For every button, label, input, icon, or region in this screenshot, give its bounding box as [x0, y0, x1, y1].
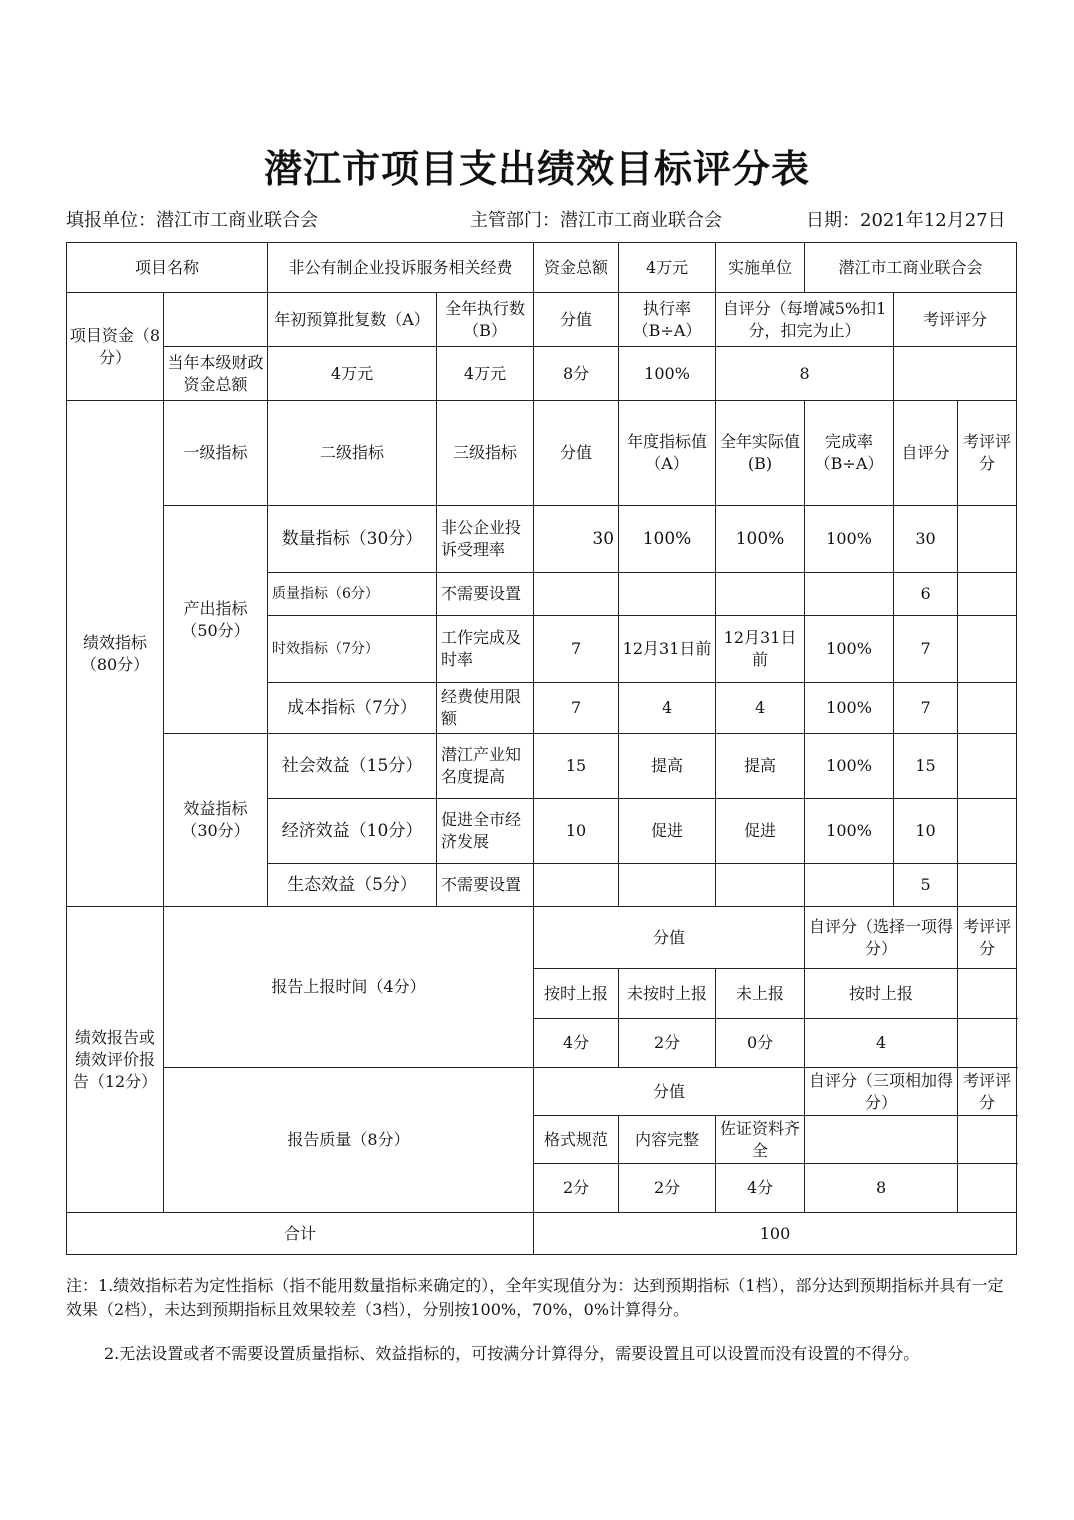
l3-cell: 潜江产业知名度提高 — [437, 734, 534, 799]
perf-section-label: 绩效指标（80分） — [67, 401, 164, 907]
target-cell: 12月31日前 — [619, 616, 716, 683]
target-cell: 4 — [619, 683, 716, 734]
rate-cell: 100% — [805, 616, 894, 683]
actual-cell — [716, 864, 805, 907]
actual-cell: 100% — [716, 506, 805, 573]
total-value: 100 — [534, 1213, 1017, 1255]
actual-cell: 12月31日前 — [716, 616, 805, 683]
l3-cell: 不需要设置 — [437, 573, 534, 616]
rate-cell — [805, 573, 894, 616]
score-cell: 7 — [534, 616, 619, 683]
report-time-opt-late: 未按时上报 — [619, 969, 716, 1019]
self-cell: 15 — [894, 734, 958, 799]
report-section-label: 绩效报告或绩效评价报告（12分） — [67, 907, 164, 1213]
score-cell: 30 — [534, 506, 619, 573]
funds-row-label: 当年本级财政资金总额 — [164, 347, 268, 401]
l3-cell: 工作完成及时率 — [437, 616, 534, 683]
perf-actual-header: 全年实际值(B) — [716, 401, 805, 506]
report-time-pts-ontime: 4分 — [534, 1019, 619, 1068]
project-name-label: 项目名称 — [67, 243, 268, 293]
report-time-review-cell — [958, 969, 1017, 1019]
report-time-review-header: 考评评分 — [958, 907, 1017, 969]
target-cell — [619, 864, 716, 907]
l2-cell: 成本指标（7分） — [268, 683, 437, 734]
funds-empty-cell — [164, 293, 268, 347]
impl-unit-label: 实施单位 — [716, 243, 805, 293]
l3-cell: 促进全市经济发展 — [437, 799, 534, 864]
l2-cell: 生态效益（5分） — [268, 864, 437, 907]
self-cell: 10 — [894, 799, 958, 864]
score-cell: 7 — [534, 683, 619, 734]
l2-cell: 时效指标（7分） — [268, 616, 437, 683]
funds-budget-value: 4万元 — [268, 347, 437, 401]
report-quality-self-header: 自评分（三项相加得分） — [805, 1068, 958, 1116]
funds-exec-header: 全年执行数（B） — [437, 293, 534, 347]
l2-cell: 社会效益（15分） — [268, 734, 437, 799]
funds-review-header: 考评评分 — [894, 293, 1017, 347]
funds-rate-header: 执行率（B÷A） — [619, 293, 716, 347]
perf-self-header: 自评分 — [894, 401, 958, 506]
fund-total-label: 资金总额 — [534, 243, 619, 293]
report-quality-opt-format: 格式规范 — [534, 1116, 619, 1164]
report-time-pts-late: 2分 — [619, 1019, 716, 1068]
report-time-opt-ontime: 按时上报 — [534, 969, 619, 1019]
report-quality-self-value: 8 — [805, 1164, 958, 1213]
target-cell: 提高 — [619, 734, 716, 799]
report-time-opt-none: 未上报 — [716, 969, 805, 1019]
report-quality-pts-evidence: 4分 — [716, 1164, 805, 1213]
fund-total-value: 4万元 — [619, 243, 716, 293]
total-label: 合计 — [67, 1213, 534, 1255]
score-cell: 10 — [534, 799, 619, 864]
report-time-self-header: 自评分（选择一项得分） — [805, 907, 958, 969]
actual-cell — [716, 573, 805, 616]
report-quality-score-header: 分值 — [534, 1068, 805, 1116]
report-time-score-header: 分值 — [534, 907, 805, 969]
score-cell: 15 — [534, 734, 619, 799]
perf-target-header: 年度指标值（A） — [619, 401, 716, 506]
output-indicator-label: 产出指标（50分） — [164, 506, 268, 734]
perf-l1-header: 一级指标 — [164, 401, 268, 506]
score-table — [66, 242, 1017, 1255]
perf-l3-header: 三级指标 — [437, 401, 534, 506]
report-time-review-value — [958, 1019, 1017, 1068]
funds-rate-value: 100% — [619, 347, 716, 401]
actual-cell: 促进 — [716, 799, 805, 864]
report-time-choice: 按时上报 — [805, 969, 958, 1019]
funds-score-header: 分值 — [534, 293, 619, 347]
self-cell: 6 — [894, 573, 958, 616]
l3-cell: 非公企业投诉受理率 — [437, 506, 534, 573]
table-row — [67, 734, 1017, 799]
report-quality-review-cell — [958, 1116, 1017, 1164]
report-date: 日期：2021年12月27日 — [806, 210, 1006, 231]
rate-cell: 100% — [805, 799, 894, 864]
target-cell: 100% — [619, 506, 716, 573]
review-cell — [958, 683, 1017, 734]
perf-rate-header: 完成率（B÷A） — [805, 401, 894, 506]
funds-self-value: 8 — [716, 347, 894, 401]
perf-l2-header: 二级指标 — [268, 401, 437, 506]
review-cell — [958, 573, 1017, 616]
funds-self-header: 自评分（每增减5%扣1分，扣完为止） — [716, 293, 894, 347]
project-name-value: 非公有制企业投诉服务相关经费 — [268, 243, 534, 293]
note-2: 2.无法设置或者不需要设置质量指标、效益指标的，可按满分计算得分，需要设置且可以设置而没有设置的不得分。 — [104, 1344, 920, 1363]
actual-cell: 4 — [716, 683, 805, 734]
review-cell — [958, 506, 1017, 573]
actual-cell: 提高 — [716, 734, 805, 799]
report-quality-pts-format: 2分 — [534, 1164, 619, 1213]
benefit-indicator-label: 效益指标（30分） — [164, 734, 268, 907]
rate-cell — [805, 864, 894, 907]
self-cell: 5 — [894, 864, 958, 907]
report-time-pts-none: 0分 — [716, 1019, 805, 1068]
report-time-label: 报告上报时间（4分） — [164, 907, 534, 1068]
l3-cell: 经费使用限额 — [437, 683, 534, 734]
score-cell — [534, 864, 619, 907]
report-quality-review-header: 考评评分 — [958, 1068, 1017, 1116]
l2-cell: 质量指标（6分） — [268, 573, 437, 616]
report-quality-label: 报告质量（8分） — [164, 1068, 534, 1213]
review-cell — [958, 799, 1017, 864]
review-cell — [958, 864, 1017, 907]
score-cell — [534, 573, 619, 616]
note-1: 注：1.绩效指标若为定性指标（指不能用数量指标来确定的），全年实现值分为：达到预期指标（1档），部分达到预期指标并具有一定效果（2档），未达到预期指标且效果较差（3档），分别按100%，70%，0%计算得分。 — [66, 1276, 1004, 1319]
l2-cell: 经济效益（10分） — [268, 799, 437, 864]
perf-score-header: 分值 — [534, 401, 619, 506]
page-title: 潜江市项目支出绩效目标评分表 — [263, 146, 810, 191]
rate-cell: 100% — [805, 683, 894, 734]
l2-cell: 数量指标（30分） — [268, 506, 437, 573]
target-cell: 促进 — [619, 799, 716, 864]
self-cell: 30 — [894, 506, 958, 573]
perf-review-header: 考评评分 — [958, 401, 1017, 506]
report-time-self-value: 4 — [805, 1019, 958, 1068]
self-cell: 7 — [894, 616, 958, 683]
review-cell — [958, 616, 1017, 683]
self-cell: 7 — [894, 683, 958, 734]
target-cell — [619, 573, 716, 616]
funds-score-value: 8分 — [534, 347, 619, 401]
supervising-dept: 主管部门：潜江市工商业联合会 — [470, 210, 722, 231]
report-quality-opt-evidence: 佐证资料齐全 — [716, 1116, 805, 1164]
report-quality-review-value — [958, 1164, 1017, 1213]
funds-review-value — [894, 347, 1017, 401]
funds-exec-value: 4万元 — [437, 347, 534, 401]
filing-unit: 填报单位：潜江市工商业联合会 — [66, 210, 318, 231]
table-row — [67, 506, 1017, 573]
funds-section-label: 项目资金（8分） — [67, 293, 164, 401]
report-quality-self-cell — [805, 1116, 958, 1164]
impl-unit-value: 潜江市工商业联合会 — [805, 243, 1017, 293]
rate-cell: 100% — [805, 506, 894, 573]
funds-budget-header: 年初预算批复数（A） — [268, 293, 437, 347]
rate-cell: 100% — [805, 734, 894, 799]
report-quality-opt-content: 内容完整 — [619, 1116, 716, 1164]
l3-cell: 不需要设置 — [437, 864, 534, 907]
review-cell — [958, 734, 1017, 799]
report-quality-pts-content: 2分 — [619, 1164, 716, 1213]
